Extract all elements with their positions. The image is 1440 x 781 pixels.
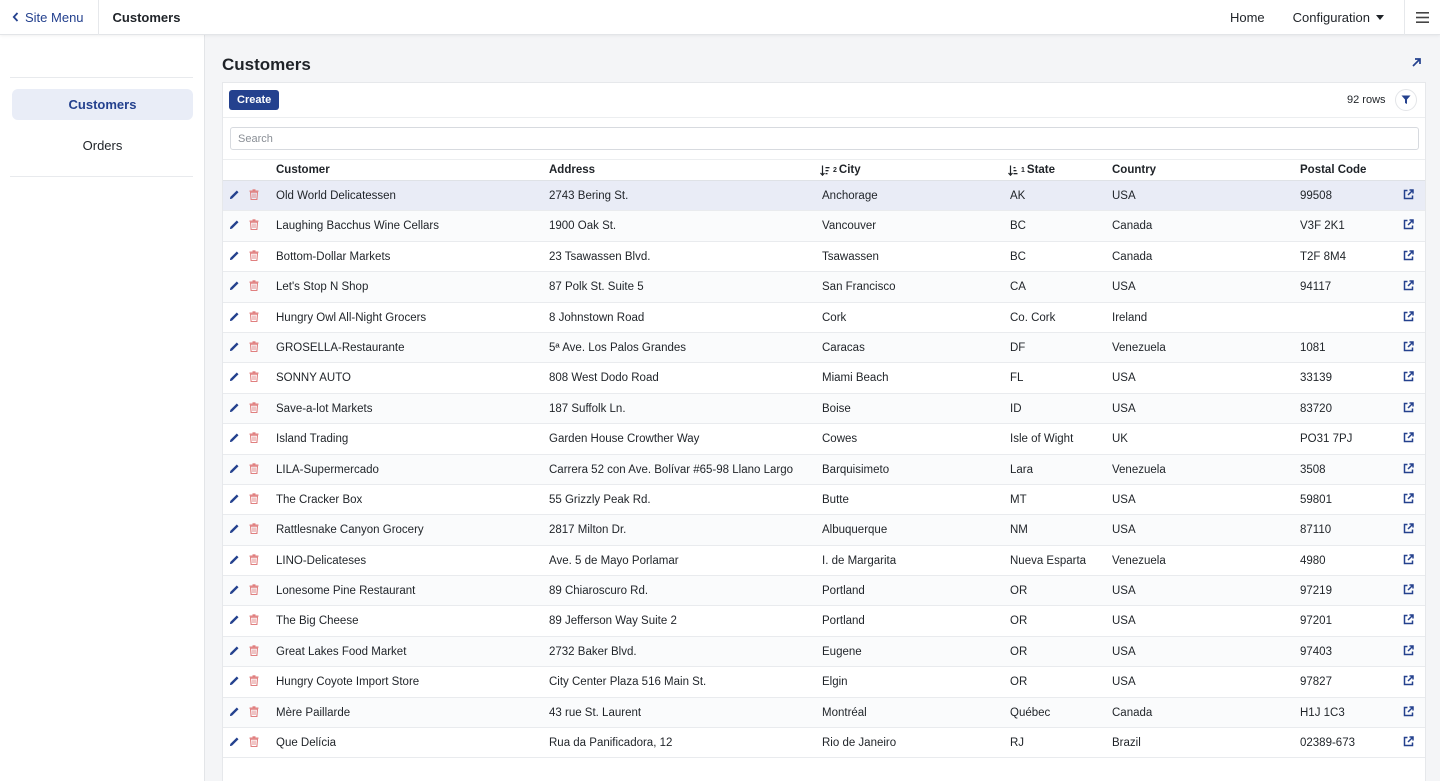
- cell-address: 2732 Baker Blvd.: [549, 645, 637, 658]
- cell-city: Butte: [822, 493, 849, 506]
- cell-address: City Center Plaza 516 Main St.: [549, 676, 707, 689]
- cell-postal-code: 94117: [1300, 281, 1332, 294]
- sidebar: [0, 35, 205, 781]
- cell-address: Carrera 52 con Ave. Bolívar #65-98 Llano Largo: [549, 463, 793, 476]
- trash-icon[interactable]: [249, 280, 259, 294]
- pencil-icon[interactable]: [229, 432, 240, 446]
- pencil-icon[interactable]: [229, 614, 240, 628]
- cell-postal-code: 4980: [1300, 554, 1326, 567]
- sort-icon: [1008, 165, 1018, 176]
- cell-customer: Rattlesnake Canyon Grocery: [276, 524, 424, 537]
- external-link-icon[interactable]: [1403, 402, 1414, 416]
- trash-icon[interactable]: [249, 645, 259, 659]
- cell-address: 2743 Bering St.: [549, 190, 629, 202]
- cell-address: Ave. 5 de Mayo Porlamar: [549, 554, 679, 567]
- cell-state: Nueva Esparta: [1010, 554, 1087, 567]
- search-input[interactable]: [230, 127, 1419, 150]
- external-link-icon[interactable]: [1403, 311, 1414, 325]
- cell-address: 89 Chiaroscuro Rd.: [549, 585, 649, 598]
- cell-state: Co. Cork: [1010, 311, 1056, 324]
- cell-city: Anchorage: [822, 190, 878, 202]
- cell-address: Garden House Crowther Way: [549, 433, 700, 446]
- cell-city: Elgin: [822, 676, 848, 689]
- cell-postal-code: 59801: [1300, 493, 1332, 506]
- table-row[interactable]: [223, 424, 1426, 454]
- cell-customer: Island Trading: [276, 433, 349, 446]
- column-header-country[interactable]: Country: [1112, 164, 1157, 176]
- external-link-icon[interactable]: [1403, 614, 1414, 628]
- menu-icon: [1416, 12, 1429, 23]
- cell-city: Miami Beach: [822, 372, 889, 385]
- pencil-icon[interactable]: [229, 706, 240, 720]
- cell-country: Ireland: [1112, 311, 1148, 324]
- cell-address: Rua da Panificadora, 12: [549, 737, 673, 750]
- pencil-icon[interactable]: [229, 250, 240, 264]
- cell-address: 808 West Dodo Road: [549, 372, 659, 385]
- cell-state: RJ: [1010, 737, 1025, 750]
- cell-city: Rio de Janeiro: [822, 737, 897, 750]
- cell-address: 8 Johnstown Road: [549, 311, 645, 324]
- cell-postal-code: 3508: [1300, 463, 1326, 476]
- sort-icon: [820, 165, 830, 176]
- cell-city: Eugene: [822, 645, 862, 658]
- pencil-icon[interactable]: [229, 402, 240, 416]
- cell-city: Albuquerque: [822, 524, 888, 537]
- table-row[interactable]: [223, 576, 1426, 606]
- cell-country: Venezuela: [1112, 554, 1166, 567]
- cell-state: FL: [1010, 372, 1024, 385]
- cell-postal-code: 83720: [1300, 402, 1332, 415]
- pencil-icon[interactable]: [229, 219, 240, 233]
- table-row[interactable]: [223, 272, 1426, 302]
- table-header: [223, 160, 1426, 181]
- external-link-icon[interactable]: [1403, 645, 1414, 659]
- cell-postal-code: 1081: [1300, 341, 1326, 354]
- cell-city: Tsawassen: [822, 250, 879, 263]
- trash-icon[interactable]: [249, 463, 259, 477]
- cell-state: AK: [1010, 190, 1026, 202]
- cell-customer: LINO-Delicateses: [276, 554, 367, 567]
- external-link-icon[interactable]: [1403, 250, 1414, 264]
- site-menu-link[interactable]: [0, 0, 99, 35]
- cell-state: BC: [1010, 220, 1026, 233]
- cell-city: Boise: [822, 402, 851, 415]
- table-row[interactable]: [223, 333, 1426, 363]
- cell-state: OR: [1010, 585, 1028, 598]
- cell-state: DF: [1010, 341, 1026, 354]
- trash-icon[interactable]: [249, 189, 259, 203]
- table-row[interactable]: [223, 485, 1426, 515]
- trash-icon[interactable]: [249, 311, 259, 325]
- trash-icon[interactable]: [249, 402, 259, 416]
- site-menu-label: Site Menu: [25, 9, 84, 25]
- cell-country: Canada: [1112, 250, 1153, 263]
- cell-postal-code: 33139: [1300, 372, 1332, 385]
- cell-customer: Laughing Bacchus Wine Cellars: [276, 220, 440, 233]
- trash-icon[interactable]: [249, 219, 259, 233]
- cell-address: 187 Suffolk Ln.: [549, 402, 626, 415]
- trash-icon[interactable]: [249, 250, 259, 264]
- external-link-icon[interactable]: [1403, 189, 1414, 203]
- cell-state: Isle of Wight: [1010, 433, 1074, 446]
- pencil-icon[interactable]: [229, 341, 240, 355]
- external-link-icon[interactable]: [1403, 736, 1414, 750]
- pencil-icon[interactable]: [229, 675, 240, 689]
- cell-postal-code: 99508: [1300, 190, 1332, 202]
- external-link-icon[interactable]: [1403, 280, 1414, 294]
- breadcrumb: Customers: [112, 9, 181, 25]
- configuration-menu[interactable]: [1279, 10, 1398, 25]
- external-link-icon[interactable]: [1403, 706, 1414, 720]
- sidebar-divider: [10, 176, 193, 177]
- cell-customer: Mère Paillarde: [276, 706, 351, 719]
- cell-customer: Save-a-lot Markets: [276, 402, 373, 415]
- pencil-icon[interactable]: [229, 371, 240, 385]
- cell-city: Portland: [822, 615, 865, 628]
- cell-customer: Let's Stop N Shop: [276, 281, 369, 294]
- trash-icon[interactable]: [249, 584, 259, 598]
- cell-postal-code: 02389-673: [1300, 737, 1355, 750]
- cell-state: CA: [1010, 281, 1026, 294]
- external-link-icon[interactable]: [1403, 371, 1414, 385]
- trash-icon[interactable]: [249, 523, 259, 537]
- cell-city: Cork: [822, 311, 847, 324]
- pencil-icon[interactable]: [229, 645, 240, 659]
- trash-icon[interactable]: [249, 736, 259, 750]
- cell-customer: GROSELLA-Restaurante: [276, 341, 405, 354]
- cell-country: USA: [1112, 676, 1136, 689]
- cell-city: I. de Margarita: [822, 554, 897, 567]
- cell-country: Venezuela: [1112, 463, 1166, 476]
- cell-country: Canada: [1112, 220, 1153, 233]
- cell-address: 1900 Oak St.: [549, 220, 617, 233]
- column-header-state-label: State: [1026, 164, 1056, 176]
- cell-state: Lara: [1010, 463, 1034, 476]
- cell-country: USA: [1112, 524, 1136, 537]
- table-row[interactable]: [223, 181, 1426, 211]
- trash-icon[interactable]: [249, 675, 259, 689]
- cell-city: Montréal: [822, 706, 867, 719]
- pencil-icon[interactable]: [229, 493, 240, 507]
- column-header-address[interactable]: Address: [549, 164, 596, 176]
- pencil-icon[interactable]: [229, 523, 240, 537]
- external-link-icon[interactable]: [1403, 463, 1414, 477]
- table-row[interactable]: [223, 394, 1426, 424]
- table-row[interactable]: [223, 515, 1426, 545]
- cell-state: MT: [1010, 493, 1027, 506]
- external-link-icon[interactable]: [1403, 554, 1414, 568]
- cell-address: 55 Grizzly Peak Rd.: [549, 493, 651, 506]
- table-body: [223, 181, 1426, 758]
- external-link-icon[interactable]: [1403, 341, 1414, 355]
- cell-postal-code: 97201: [1300, 615, 1332, 628]
- pencil-icon[interactable]: [229, 554, 240, 568]
- column-header-customer[interactable]: Customer: [276, 164, 330, 176]
- cell-state: BC: [1010, 250, 1026, 263]
- trash-icon[interactable]: [249, 371, 259, 385]
- cell-country: USA: [1112, 585, 1136, 598]
- cell-customer: The Cracker Box: [276, 493, 363, 506]
- cell-country: USA: [1112, 281, 1136, 294]
- cell-customer: The Big Cheese: [276, 615, 359, 628]
- cell-city: Barquisimeto: [822, 463, 890, 476]
- table-row[interactable]: [223, 728, 1426, 758]
- sidebar-divider: [10, 77, 193, 78]
- cell-state: Québec: [1010, 706, 1051, 719]
- chevron-left-icon: [12, 12, 19, 22]
- external-link-icon[interactable]: [1403, 584, 1414, 598]
- home-link[interactable]: Home: [1229, 9, 1265, 25]
- cell-customer: Old World Delicatessen: [276, 190, 396, 202]
- cell-country: USA: [1112, 190, 1136, 202]
- column-header-postal-code[interactable]: Postal Code: [1300, 164, 1367, 176]
- row-count: 92 rows: [1347, 94, 1386, 106]
- sort-order-city: 2: [833, 166, 837, 174]
- cell-city: San Francisco: [822, 281, 896, 294]
- cell-address: 5ª Ave. Los Palos Grandes: [549, 341, 687, 354]
- trash-icon[interactable]: [249, 554, 259, 568]
- table-row[interactable]: [223, 606, 1426, 636]
- trash-icon[interactable]: [249, 493, 259, 507]
- top-bar: [0, 0, 1440, 35]
- cell-state: OR: [1010, 676, 1028, 689]
- customers-panel: [222, 82, 1426, 781]
- pencil-icon[interactable]: [229, 311, 240, 325]
- trash-icon[interactable]: [249, 341, 259, 355]
- cell-postal-code: T2F 8M4: [1300, 250, 1347, 263]
- external-link-icon[interactable]: [1403, 523, 1414, 537]
- cell-customer: Que Delícia: [276, 737, 337, 750]
- filter-button[interactable]: [1395, 89, 1417, 111]
- configuration-label: Configuration: [1292, 9, 1370, 25]
- cell-customer: Lonesome Pine Restaurant: [276, 585, 416, 598]
- cell-postal-code: H1J 1C3: [1300, 706, 1345, 719]
- cell-country: USA: [1112, 645, 1136, 658]
- cell-address: 23 Tsawassen Blvd.: [549, 250, 651, 263]
- cell-country: USA: [1112, 372, 1136, 385]
- table-row[interactable]: [223, 242, 1426, 272]
- main-menu-button[interactable]: [1404, 0, 1440, 35]
- cell-address: 87 Polk St. Suite 5: [549, 281, 644, 294]
- sidebar-item-orders[interactable]: Orders: [82, 138, 123, 153]
- pencil-icon[interactable]: [229, 280, 240, 294]
- external-link-icon[interactable]: [1403, 493, 1414, 507]
- table-row[interactable]: [223, 363, 1426, 393]
- cell-state: ID: [1010, 402, 1022, 415]
- cell-state: OR: [1010, 615, 1028, 628]
- cell-country: Canada: [1112, 706, 1153, 719]
- cell-city: Vancouver: [822, 220, 877, 233]
- external-link-icon[interactable]: [1403, 432, 1414, 446]
- cell-address: 89 Jefferson Way Suite 2: [549, 615, 677, 628]
- expand-icon[interactable]: [1411, 57, 1422, 68]
- page-title: Customers: [222, 55, 311, 74]
- cell-country: Venezuela: [1112, 341, 1166, 354]
- cell-address: 2817 Milton Dr.: [549, 524, 627, 537]
- pencil-icon[interactable]: [229, 463, 240, 477]
- toolbar-divider: [223, 117, 1426, 118]
- cell-postal-code: 87110: [1300, 524, 1332, 537]
- main-content: [205, 35, 1440, 781]
- cell-postal-code: V3F 2K1: [1300, 220, 1345, 233]
- trash-icon[interactable]: [249, 614, 259, 628]
- column-header-city-label: City: [838, 164, 861, 176]
- pencil-icon[interactable]: [229, 584, 240, 598]
- cell-city: Portland: [822, 585, 865, 598]
- table-row[interactable]: [223, 637, 1426, 667]
- cell-postal-code: 97403: [1300, 645, 1332, 658]
- pencil-icon[interactable]: [229, 736, 240, 750]
- cell-state: OR: [1010, 645, 1028, 658]
- cell-customer: Hungry Owl All-Night Grocers: [276, 311, 427, 324]
- cell-country: UK: [1112, 433, 1128, 446]
- cell-country: USA: [1112, 402, 1136, 415]
- table-row[interactable]: [223, 303, 1426, 333]
- cell-city: Caracas: [822, 341, 865, 354]
- cell-customer: SONNY AUTO: [276, 372, 351, 385]
- cell-country: USA: [1112, 615, 1136, 628]
- table-row[interactable]: [223, 211, 1426, 241]
- cell-postal-code: PO31 7PJ: [1300, 433, 1353, 446]
- table-row[interactable]: [223, 667, 1426, 697]
- sort-order-state: 1: [1021, 166, 1025, 174]
- filter-icon: [1401, 95, 1411, 105]
- cell-customer: Bottom-Dollar Markets: [276, 250, 391, 263]
- trash-icon[interactable]: [249, 432, 259, 446]
- table-row[interactable]: [223, 455, 1426, 485]
- cell-customer: LILA-Supermercado: [276, 463, 379, 476]
- cell-postal-code: 97219: [1300, 585, 1332, 598]
- trash-icon[interactable]: [249, 706, 259, 720]
- create-button[interactable]: Create: [229, 90, 279, 110]
- sidebar-item-customers[interactable]: Customers: [12, 89, 193, 120]
- table-row[interactable]: [223, 698, 1426, 728]
- pencil-icon[interactable]: [229, 189, 240, 203]
- table-row[interactable]: [223, 546, 1426, 576]
- column-header-state[interactable]: [1008, 164, 1055, 176]
- cell-customer: Hungry Coyote Import Store: [276, 676, 420, 689]
- external-link-icon[interactable]: [1403, 219, 1414, 233]
- cell-state: NM: [1010, 524, 1028, 537]
- cell-postal-code: 97827: [1300, 676, 1332, 689]
- cell-country: USA: [1112, 493, 1136, 506]
- cell-city: Cowes: [822, 433, 858, 446]
- cell-address: 43 rue St. Laurent: [549, 706, 642, 719]
- cell-country: Brazil: [1112, 737, 1141, 750]
- caret-down-icon: [1376, 15, 1384, 20]
- external-link-icon[interactable]: [1403, 675, 1414, 689]
- column-header-city[interactable]: [820, 164, 861, 176]
- cell-customer: Great Lakes Food Market: [276, 645, 407, 658]
